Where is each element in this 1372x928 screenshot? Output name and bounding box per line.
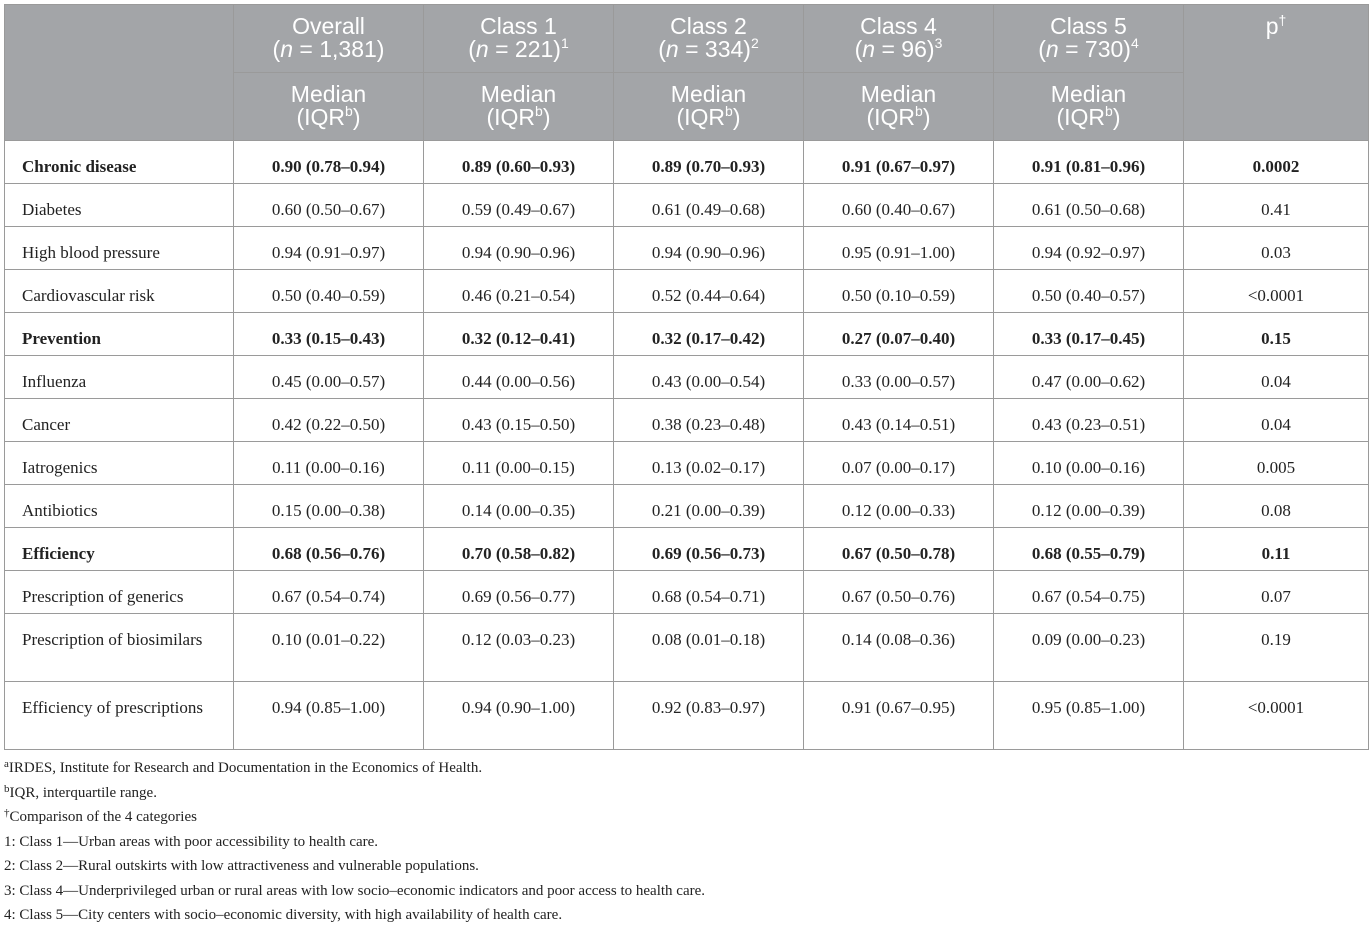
footnote bbox=[4, 854, 1368, 879]
value-cell: 0.32 (0.17–0.42) bbox=[614, 313, 804, 356]
value-cell: 0.13 (0.02–0.17) bbox=[614, 442, 804, 485]
value-cell: 0.43 (0.00–0.54) bbox=[614, 356, 804, 399]
value-cell: 0.60 (0.50–0.67) bbox=[234, 184, 424, 227]
value-cell: 0.94 (0.85–1.00) bbox=[234, 682, 424, 750]
header-stat-class-2: Median (IQR$^b$) bbox=[614, 73, 804, 141]
header-col-class-2: Class 2 (n = 334)$^2$ bbox=[614, 5, 804, 73]
footnote-text: 2: Class 2—Rural outskirts with low attractiveness and vulnerable populations. bbox=[4, 858, 479, 874]
value-cell: 0.50 (0.40–0.59) bbox=[234, 270, 424, 313]
header-empty-cell bbox=[5, 5, 234, 141]
table-footnotes bbox=[4, 756, 1368, 928]
table-row bbox=[5, 571, 1369, 614]
value-cell: 0.08 (0.01–0.18) bbox=[614, 614, 804, 682]
value-cell: 0.10 (0.01–0.22) bbox=[234, 614, 424, 682]
table-row bbox=[5, 184, 1369, 227]
value-cell: 0.67 (0.54–0.74) bbox=[234, 571, 424, 614]
header-col-class-1: Class 1 (n = 221)$^1$ bbox=[424, 5, 614, 73]
value-cell: 0.46 (0.21–0.54) bbox=[424, 270, 614, 313]
p-value-cell: 0.08 bbox=[1184, 485, 1369, 528]
footnote-text: IRDES, Institute for Research and Documentation in the Economics of Health. bbox=[8, 760, 483, 776]
value-cell: 0.61 (0.49–0.68) bbox=[614, 184, 804, 227]
value-cell: 0.91 (0.67–0.97) bbox=[804, 141, 994, 184]
value-cell: 0.33 (0.17–0.45) bbox=[994, 313, 1184, 356]
value-cell: 0.95 (0.85–1.00) bbox=[994, 682, 1184, 750]
row-label: Cardiovascular risk bbox=[5, 270, 234, 313]
value-cell: 0.14 (0.00–0.35) bbox=[424, 485, 614, 528]
header-stat-class-4: Median (IQR$^b$) bbox=[804, 73, 994, 141]
footnote bbox=[4, 879, 1368, 904]
header-stat-class-1: Median (IQR$^b$) bbox=[424, 73, 614, 141]
value-cell: 0.42 (0.22–0.50) bbox=[234, 399, 424, 442]
footnote-text: 3: Class 4—Underprivileged urban or rural areas with low socio–economic indicators and poor access to health care. bbox=[4, 882, 706, 899]
value-cell: 0.09 (0.00–0.23) bbox=[994, 614, 1184, 682]
p-value-cell: <0.0001 bbox=[1184, 270, 1369, 313]
footnote-marker: b bbox=[4, 782, 10, 795]
table-header bbox=[5, 5, 1369, 141]
value-cell: 0.27 (0.07–0.40) bbox=[804, 313, 994, 356]
results-table-container bbox=[4, 4, 1368, 928]
value-cell: 0.33 (0.00–0.57) bbox=[804, 356, 994, 399]
row-label: Prevention bbox=[5, 313, 234, 356]
p-value-cell: 0.41 bbox=[1184, 184, 1369, 227]
footnote-marker: † bbox=[4, 807, 10, 819]
value-cell: 0.94 (0.90–0.96) bbox=[614, 227, 804, 270]
footnote bbox=[4, 830, 1368, 855]
value-cell: 0.45 (0.00–0.57) bbox=[234, 356, 424, 399]
footnote bbox=[4, 805, 1368, 830]
p-value-cell: <0.0001 bbox=[1184, 682, 1369, 750]
value-cell: 0.21 (0.00–0.39) bbox=[614, 485, 804, 528]
footnote-text: 1: Class 1—Urban areas with poor accessibility to health care. bbox=[4, 833, 379, 850]
value-cell: 0.38 (0.23–0.48) bbox=[614, 399, 804, 442]
value-cell: 0.91 (0.67–0.95) bbox=[804, 682, 994, 750]
header-col-class-4: Class 4 (n = 96)$^3$ bbox=[804, 5, 994, 73]
footnote bbox=[4, 903, 1368, 928]
row-label: Influenza bbox=[5, 356, 234, 399]
row-label: Efficiency bbox=[5, 528, 234, 571]
row-label: High blood pressure bbox=[5, 227, 234, 270]
value-cell: 0.95 (0.91–1.00) bbox=[804, 227, 994, 270]
table-row bbox=[5, 141, 1369, 184]
value-cell: 0.94 (0.92–0.97) bbox=[994, 227, 1184, 270]
table-row bbox=[5, 528, 1369, 571]
table-row bbox=[5, 614, 1369, 682]
header-stat-class-5: Median (IQR$^b$) bbox=[994, 73, 1184, 141]
results-table bbox=[4, 4, 1369, 750]
value-cell: 0.12 (0.03–0.23) bbox=[424, 614, 614, 682]
value-cell: 0.15 (0.00–0.38) bbox=[234, 485, 424, 528]
row-label: Prescription of generics bbox=[5, 571, 234, 614]
value-cell: 0.94 (0.91–0.97) bbox=[234, 227, 424, 270]
value-cell: 0.61 (0.50–0.68) bbox=[994, 184, 1184, 227]
value-cell: 0.14 (0.08–0.36) bbox=[804, 614, 994, 682]
value-cell: 0.68 (0.55–0.79) bbox=[994, 528, 1184, 571]
value-cell: 0.07 (0.00–0.17) bbox=[804, 442, 994, 485]
table-row bbox=[5, 227, 1369, 270]
p-value-cell: 0.04 bbox=[1184, 399, 1369, 442]
table-row bbox=[5, 356, 1369, 399]
table-row bbox=[5, 399, 1369, 442]
p-value-cell: 0.11 bbox=[1184, 528, 1369, 571]
value-cell: 0.11 (0.00–0.16) bbox=[234, 442, 424, 485]
value-cell: 0.89 (0.70–0.93) bbox=[614, 141, 804, 184]
value-cell: 0.10 (0.00–0.16) bbox=[994, 442, 1184, 485]
value-cell: 0.50 (0.10–0.59) bbox=[804, 270, 994, 313]
p-value-cell: 0.15 bbox=[1184, 313, 1369, 356]
value-cell: 0.89 (0.60–0.93) bbox=[424, 141, 614, 184]
footnote-marker: a bbox=[4, 758, 9, 770]
value-cell: 0.67 (0.54–0.75) bbox=[994, 571, 1184, 614]
value-cell: 0.94 (0.90–1.00) bbox=[424, 682, 614, 750]
p-value-cell: 0.005 bbox=[1184, 442, 1369, 485]
value-cell: 0.11 (0.00–0.15) bbox=[424, 442, 614, 485]
row-label: Antibiotics bbox=[5, 485, 234, 528]
value-cell: 0.90 (0.78–0.94) bbox=[234, 141, 424, 184]
table-row bbox=[5, 270, 1369, 313]
row-label: Chronic disease bbox=[5, 141, 234, 184]
value-cell: 0.32 (0.12–0.41) bbox=[424, 313, 614, 356]
footnote-text: IQR, interquartile range. bbox=[9, 784, 157, 801]
value-cell: 0.12 (0.00–0.39) bbox=[994, 485, 1184, 528]
row-label: Cancer bbox=[5, 399, 234, 442]
p-value-cell: 0.04 bbox=[1184, 356, 1369, 399]
footnote bbox=[4, 781, 1368, 806]
value-cell: 0.69 (0.56–0.77) bbox=[424, 571, 614, 614]
table-row bbox=[5, 682, 1369, 750]
p-value-cell: 0.03 bbox=[1184, 227, 1369, 270]
value-cell: 0.91 (0.81–0.96) bbox=[994, 141, 1184, 184]
row-label: Efficiency of prescriptions bbox=[5, 682, 234, 750]
table-row bbox=[5, 485, 1369, 528]
value-cell: 0.70 (0.58–0.82) bbox=[424, 528, 614, 571]
value-cell: 0.92 (0.83–0.97) bbox=[614, 682, 804, 750]
table-row bbox=[5, 442, 1369, 485]
value-cell: 0.47 (0.00–0.62) bbox=[994, 356, 1184, 399]
footnote bbox=[4, 756, 1368, 781]
value-cell: 0.67 (0.50–0.76) bbox=[804, 571, 994, 614]
header-col-overall: Overall (n = 1,381) bbox=[234, 5, 424, 73]
header-stat-overall: Median (IQR$^b$) bbox=[234, 73, 424, 141]
row-label: Prescription of biosimilars bbox=[5, 614, 234, 682]
footnote-text: 4: Class 5—City centers with socio–economic diversity, with high availability of health care. bbox=[4, 907, 563, 923]
row-label: Diabetes bbox=[5, 184, 234, 227]
header-col-class-5: Class 5 (n = 730)$^4$ bbox=[994, 5, 1184, 73]
value-cell: 0.94 (0.90–0.96) bbox=[424, 227, 614, 270]
value-cell: 0.52 (0.44–0.64) bbox=[614, 270, 804, 313]
table-row bbox=[5, 313, 1369, 356]
value-cell: 0.44 (0.00–0.56) bbox=[424, 356, 614, 399]
value-cell: 0.68 (0.56–0.76) bbox=[234, 528, 424, 571]
row-label: Iatrogenics bbox=[5, 442, 234, 485]
value-cell: 0.43 (0.23–0.51) bbox=[994, 399, 1184, 442]
value-cell: 0.33 (0.15–0.43) bbox=[234, 313, 424, 356]
value-cell: 0.59 (0.49–0.67) bbox=[424, 184, 614, 227]
value-cell: 0.43 (0.14–0.51) bbox=[804, 399, 994, 442]
value-cell: 0.50 (0.40–0.57) bbox=[994, 270, 1184, 313]
p-value-cell: 0.0002 bbox=[1184, 141, 1369, 184]
p-value-cell: 0.07 bbox=[1184, 571, 1369, 614]
value-cell: 0.43 (0.15–0.50) bbox=[424, 399, 614, 442]
value-cell: 0.67 (0.50–0.78) bbox=[804, 528, 994, 571]
footnote-text: Comparison of the 4 categories bbox=[9, 809, 197, 825]
value-cell: 0.68 (0.54–0.71) bbox=[614, 571, 804, 614]
value-cell: 0.69 (0.56–0.73) bbox=[614, 528, 804, 571]
value-cell: 0.12 (0.00–0.33) bbox=[804, 485, 994, 528]
header-col-p-value: p† bbox=[1184, 5, 1369, 141]
table-body bbox=[5, 141, 1369, 750]
value-cell: 0.60 (0.40–0.67) bbox=[804, 184, 994, 227]
p-value-cell: 0.19 bbox=[1184, 614, 1369, 682]
